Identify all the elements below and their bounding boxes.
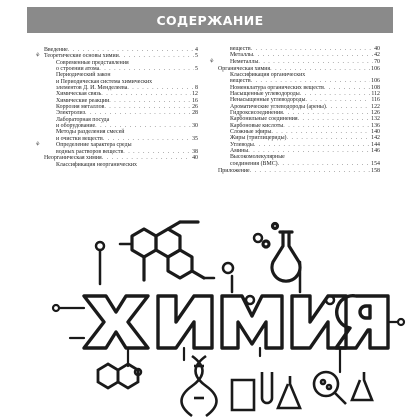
toc-page-number: 158 <box>371 167 380 174</box>
toc-entry-title: Ненасыщенные углеводороды <box>230 97 306 104</box>
flask-icon <box>263 224 300 282</box>
toc-page-number: 16 <box>192 97 198 104</box>
toc-page-number: 136 <box>371 122 380 129</box>
toc-page-number: 126 <box>371 109 380 116</box>
toc-page-number: 35 <box>192 135 198 142</box>
word-khimiya <box>84 296 388 348</box>
erlenmeyer-flask-icon <box>278 376 300 408</box>
toc-entry-title: водных растворов веществ <box>56 148 124 155</box>
test-tube-icon <box>262 372 272 403</box>
toc-page-number: 142 <box>371 135 380 142</box>
toc-entry-title: Периодический закон <box>56 72 111 79</box>
toc-entry-title: Высокомолекулярные <box>230 154 285 161</box>
toc-entry-title: Введение <box>44 46 68 53</box>
toc-entry-title: Карбоновые кислоты <box>230 122 284 129</box>
toc-page-number: 26 <box>192 104 198 111</box>
toc-entry-title: о строении атома <box>56 66 100 73</box>
toc-page-number: 5 <box>195 53 198 60</box>
toc-page-number: 38 <box>192 148 198 155</box>
toc-entry-title: и оборудование <box>56 123 96 130</box>
toc-page-number: 122 <box>371 103 380 110</box>
toc-entry-title: Коррозия металлов <box>56 104 105 111</box>
toc-page-number: 154 <box>371 160 380 167</box>
margin-mark-icon: ⚘ <box>209 58 215 65</box>
toc-page-number: 112 <box>371 90 380 97</box>
toc-entry-title: веществ <box>230 78 251 85</box>
toc-page-number: 144 <box>371 141 380 148</box>
toc-page-number: 70 <box>374 58 380 65</box>
toc-entry-title: Классификация неорганических <box>56 161 137 168</box>
toc-page-number: 108 <box>371 84 380 91</box>
letter-kh-icon <box>84 296 148 348</box>
toc-page-number: 28 <box>192 110 198 117</box>
toc-entry-title: Неметаллы <box>230 58 259 65</box>
toc-entry-title: Насыщенные углеводороды <box>230 90 300 97</box>
toc-entry-title: и Периодическая система химических <box>56 78 153 85</box>
toc-entry-title: Жиры (триглицериды) <box>230 135 287 142</box>
toc-entry-title: Гидроксисоединения <box>230 109 283 116</box>
toc-entry-title: Ароматические углеводороды (арены) <box>230 103 326 110</box>
toc-page-number: 30 <box>192 123 198 130</box>
toc-entry-title: Методы разделения смесей <box>56 129 125 136</box>
margin-mark-icon: ⚘ <box>35 53 41 60</box>
toc-page-number: 4 <box>195 46 198 53</box>
dna-icon <box>182 356 217 416</box>
toc-page-number: 140 <box>371 128 380 135</box>
toc-page-number: 40 <box>374 46 380 52</box>
flask-right-icon <box>352 372 372 400</box>
toc-page-number: 40 <box>192 155 198 162</box>
toc-page-number: 106 <box>371 78 380 85</box>
toc-entry-title: Амины <box>230 148 249 154</box>
toc-page-number: 132 <box>371 116 380 123</box>
toc-page-number: 8 <box>195 85 198 92</box>
toc-entry-title: Определение характера среды <box>56 142 132 149</box>
toc-entry-title: Сложные эфиры <box>230 128 272 135</box>
toc-entry-title: Номенклатура органических веществ <box>230 84 324 91</box>
toc-entry-title: Электролиз <box>56 110 86 117</box>
toc-entry-title: Приложение <box>218 167 250 174</box>
toc-entry-title: и очистки веществ <box>56 135 103 142</box>
toc-entry-title: Современные представления <box>56 59 129 66</box>
letter-ya-icon <box>336 296 388 348</box>
toc-page-number: 5 <box>195 66 198 73</box>
toc-page-number: 42 <box>374 52 380 59</box>
toc-entry-title: элементов Д. И. Менделеева <box>56 85 128 92</box>
toc-entry-title: веществ <box>230 46 251 52</box>
toc-entry-title: Лабораторная посуда <box>56 116 110 123</box>
toc-entry-title: Углеводы <box>230 141 254 148</box>
toc-page-number: 146 <box>371 148 380 154</box>
toc-page-number: 12 <box>192 91 198 98</box>
hexagon-molecule-icon <box>132 222 204 280</box>
toc-page-number: 106 <box>371 65 380 72</box>
toc-entry-title: Карбонильные соединения <box>230 116 298 123</box>
beaker-icon <box>232 380 254 410</box>
toc-entry-title: Химическая связь <box>56 91 102 98</box>
toc-entry-title: Химические реакции <box>56 97 110 104</box>
naphthalene-icon <box>98 364 138 388</box>
toc-entry-title: Органическая химия <box>218 65 271 72</box>
toc-entry-title: Теоретические основы химии <box>44 53 119 60</box>
toc-entry-title: соединения (ВМС) <box>230 160 278 167</box>
toc-entry-title: Классификация органических <box>230 71 306 78</box>
toc-page-number: 116 <box>371 97 380 104</box>
toc-entry-title: Неорганическая химия <box>44 155 102 162</box>
margin-mark-icon: ⚘ <box>35 142 41 149</box>
letter-i-icon <box>158 296 212 348</box>
page-title: СОДЕРЖАНИЕ <box>156 12 264 28</box>
toc-entry-title: Металлы <box>230 52 253 59</box>
